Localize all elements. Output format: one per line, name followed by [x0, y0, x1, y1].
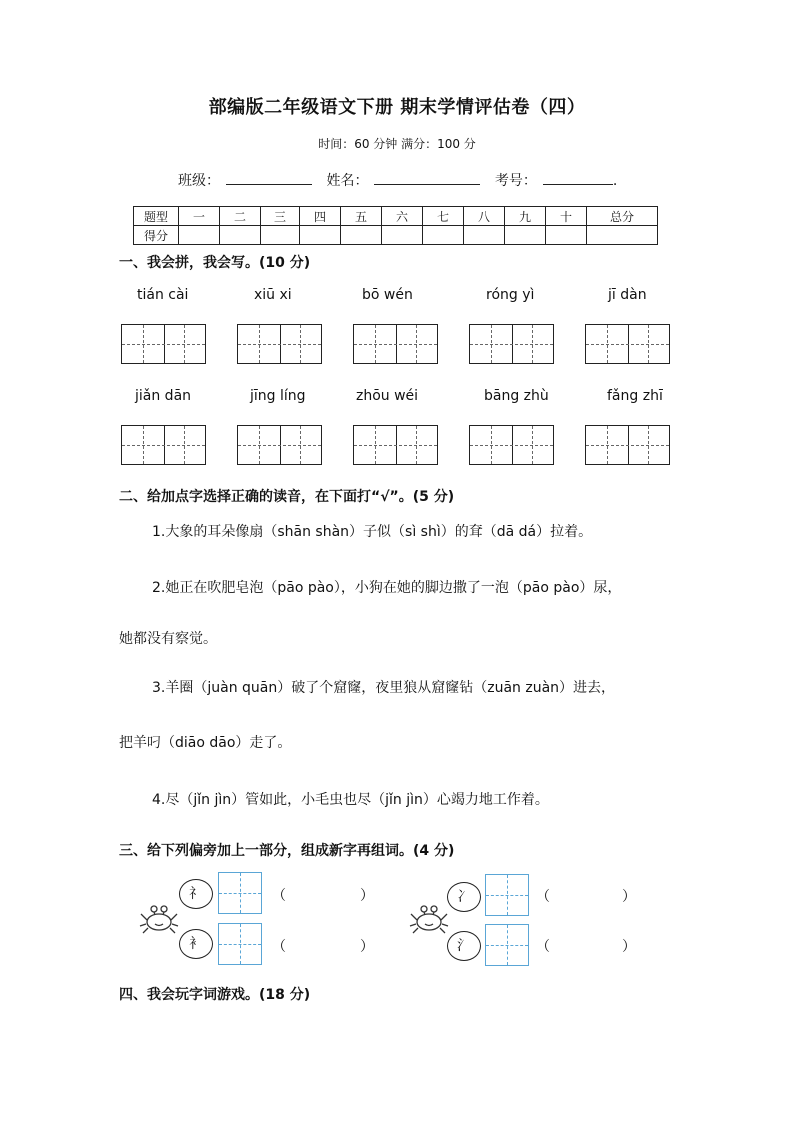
section-4-heading: 四、我会玩字词游戏。(18 分) [119, 987, 311, 1003]
radical-bubble: 衤 [179, 929, 213, 959]
pinyin-label: bāng zhù [484, 388, 549, 404]
table-cell: 七 [423, 207, 464, 226]
radical-bubble: 礻 [179, 879, 213, 909]
writing-grid[interactable] [121, 425, 206, 465]
writing-grid[interactable] [585, 425, 670, 465]
writing-grid[interactable] [585, 324, 670, 364]
score-cell[interactable] [382, 226, 423, 245]
word-answer-blank[interactable]: （ ） [272, 939, 374, 955]
score-cell[interactable] [261, 226, 300, 245]
writing-grid[interactable] [469, 324, 554, 364]
score-cell[interactable] [220, 226, 261, 245]
pinyin-label: jīng líng [250, 388, 306, 404]
table-cell: 题型 [134, 207, 179, 226]
pinyin-label: jiǎn dān [135, 388, 192, 404]
table-cell: 五 [341, 207, 382, 226]
score-cell[interactable] [505, 226, 546, 245]
writing-grid[interactable] [237, 324, 322, 364]
score-cell[interactable] [300, 226, 341, 245]
character-box[interactable] [218, 923, 262, 965]
crab-icon [408, 896, 450, 938]
table-cell: 得分 [134, 226, 179, 245]
question-4: 4.尽（jǐn jìn）管如此，小毛虫也尽（jǐn jìn）心竭力地工作着。 [152, 792, 549, 808]
score-cell[interactable] [464, 226, 505, 245]
table-cell: 四 [300, 207, 341, 226]
writing-grid[interactable] [121, 324, 206, 364]
page-title: 部编版二年级语文下册 期末学情评估卷（四） [208, 97, 586, 118]
score-table-score-row [134, 226, 658, 245]
character-box[interactable] [218, 872, 262, 914]
score-cell[interactable] [179, 226, 220, 245]
writing-grid[interactable] [353, 425, 438, 465]
character-box[interactable] [485, 924, 529, 966]
score-table-header-row [134, 207, 658, 226]
word-answer-blank[interactable]: （ ） [536, 889, 636, 905]
pinyin-label: tián cài [137, 287, 189, 303]
writing-grid[interactable] [469, 425, 554, 465]
pinyin-label: fǎng zhī [607, 388, 663, 404]
name-field[interactable] [374, 170, 480, 185]
question-3-line-1: 3.羊圈（juàn quān）破了个窟窿，夜里狼从窟窿钻（zuān zuàn）进去， [152, 680, 616, 696]
score-cell[interactable] [587, 226, 658, 245]
word-answer-blank[interactable]: （ ） [536, 939, 636, 955]
pinyin-label: jī dàn [608, 287, 647, 303]
score-cell[interactable] [546, 226, 587, 245]
exam-no-label: 考号： [494, 173, 537, 189]
question-2-line-2: 她都没有察觉。 [119, 631, 217, 647]
name-label: 姓名： [326, 173, 369, 189]
question-3-line-2: 把羊叼（diāo dāo）走了。 [119, 735, 292, 751]
table-cell: 六 [382, 207, 423, 226]
table-cell: 总分 [587, 207, 658, 226]
score-table [133, 206, 658, 245]
table-cell: 八 [464, 207, 505, 226]
table-cell: 三 [261, 207, 300, 226]
pinyin-label: zhōu wéi [356, 388, 419, 404]
character-box[interactable] [485, 874, 529, 916]
question-1: 1.大象的耳朵像扇（shān shàn）子似（sì shì）的耷（dā dá）拉着。 [152, 524, 593, 540]
pinyin-label: xiū xi [254, 287, 292, 303]
pinyin-label: bō wén [362, 287, 413, 303]
writing-grid[interactable] [353, 324, 438, 364]
score-cell[interactable] [423, 226, 464, 245]
question-2-line-1: 2.她正在吹肥皂泡（pāo pào），小狗在她的脚边撒了一泡（pāo pào）尿， [152, 580, 622, 596]
section-2-heading: 二、给加点字选择正确的读音，在下面打“√”。(5 分) [119, 489, 455, 505]
word-answer-blank[interactable]: （ ） [272, 888, 374, 904]
table-cell: 十 [546, 207, 587, 226]
table-cell: 一 [179, 207, 220, 226]
pinyin-label: róng yì [486, 287, 535, 303]
crab-icon [138, 896, 180, 938]
radical-bubble: 冫 [447, 882, 481, 912]
writing-grid[interactable] [237, 425, 322, 465]
section-3-heading: 三、给下列偏旁加上一部分，组成新字再组词。(4 分) [119, 843, 455, 859]
section-1-heading: 一、我会拼，我会写。(10 分) [119, 255, 311, 271]
table-cell: 二 [220, 207, 261, 226]
class-label: 班级： [178, 173, 220, 189]
exam-meta: 时间：60 分钟 满分：100 分 [318, 137, 476, 151]
student-info: 班级： 姓名： 考号： . [178, 170, 617, 190]
score-cell[interactable] [341, 226, 382, 245]
radical-bubble: 氵 [447, 931, 481, 961]
exam-no-field[interactable] [543, 170, 613, 185]
class-field[interactable] [226, 170, 312, 185]
table-cell: 九 [505, 207, 546, 226]
